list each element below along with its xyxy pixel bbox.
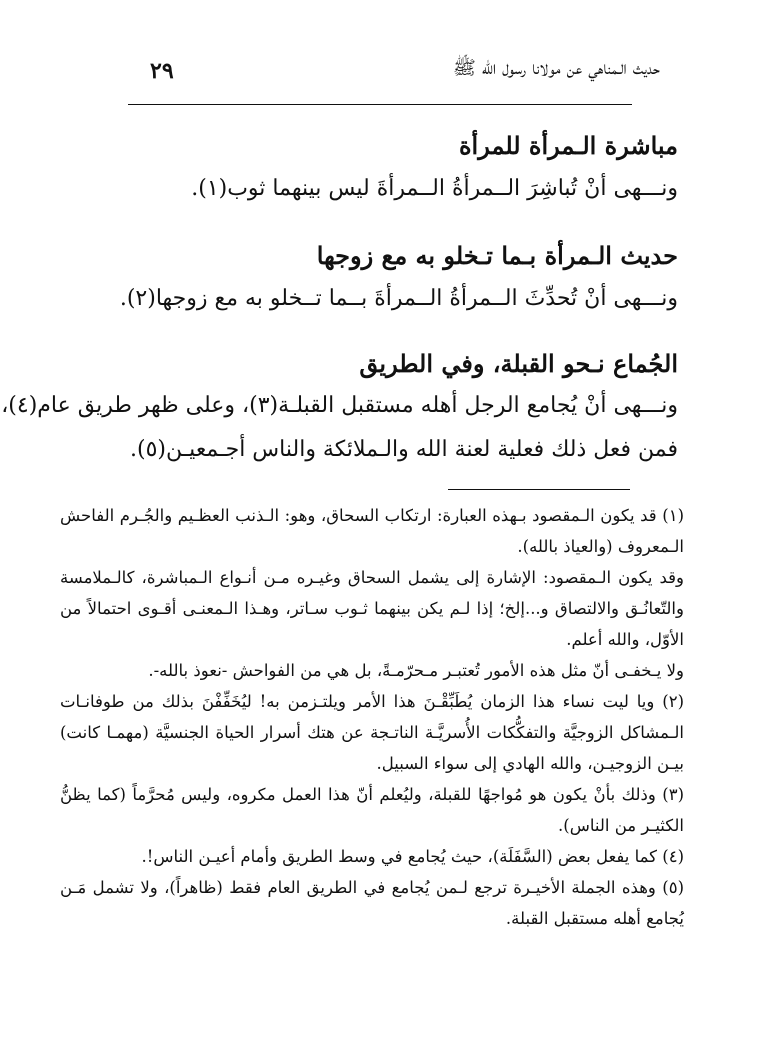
- footnote-2: (٢) ويا ليت نساء هذا الزمان يُطَبِّقْـنَ هذا الأمر ويلتـزمن به! ليُخَفِّفْنَ بذلك من طوفانـات الـمشاكل الزوجيَّة والتفكُّكات الأُسريَّـة الناتـجة عن هتك أسرار الحياة الجنسيَّة (مهمـا كانت) بيـن الزوجيـن، والله الهادي إلى سواء السبيل.: [60, 692, 684, 773]
- footnotes: [60, 500, 684, 934]
- footnote-4: (٤) كما يفعل بعض (السَّفَلَة)، حيث يُجامع في وسط الطريق وأمام أعيـن الناس!.: [141, 847, 684, 866]
- header-divider: [128, 104, 632, 105]
- page-number: ٢٩: [150, 58, 174, 84]
- section-text: فمن فعل ذلك فعلية لعنة الله والـملائكة والناس أجـمعيـن(٥).: [130, 437, 678, 462]
- running-title: حديث الـمناهي عن مولانا رسول الله ﷺ: [452, 57, 660, 79]
- footnote-1-continued: ولا يـخفـى أنّ مثل هذه الأمور تُعتبـر مـحرّمـةً، بل هي من الفواحش -نعوذ بالله-.: [148, 661, 684, 680]
- page-header: [100, 52, 660, 92]
- section-heading: الجُماع نـحو القبلة، وفي الطريق: [359, 349, 678, 378]
- footnote-1-continued: وقد يكون الـمقصود: الإشارة إلى يشمل السحاق وغيـره مـن أنـواع الـمباشرة، كالـملامسة والتّعانُـق والالتصاق و...إلخ؛ إذا لـم يكن بينهما ثـوب سـاتر، وهـذا الـمعنـى أقـوى احتمالاً من الأوّل، والله أعلم.: [60, 568, 684, 649]
- main-body: [1, 122, 678, 472]
- section-text: ونـــهى أنْ تُباشِرَ الــمرأةُ الــمرأةَ ليس بينهما ثوب(١).: [191, 176, 678, 201]
- footnote-3: (٣) وذلك بأنْ يكون هو مُواجهًا للقبلة، وليُعلم أنّ هذا العمل مكروه، وليس مُحرَّماً (كما يظنُّ الكثيـر من الناس).: [60, 785, 684, 835]
- section-heading: مباشرة الـمرأة للمرأة: [458, 131, 678, 160]
- section-text: ونـــهى أنْ يُجامع الرجل أهله مستقبل القبلـة(٣)، وعلى ظهر طريق عام(٤)،: [1, 393, 678, 418]
- footnote-5: (٥) وهذه الجملة الأخيـرة ترجع لـمن يُجامع في الطريق العام فقط (ظاهراً)، ولا تشمل مَـن يُجامع أهله مستقبل القبلة.: [60, 878, 684, 928]
- footnote-1: (١) قد يكون الـمقصود بـهذه العبارة: ارتكاب السحاق، وهو: الـذنب العظـيم والجُـرم الفاحش الـمعروف (والعياذ بالله).: [60, 506, 684, 556]
- section-text: ونـــهى أنْ تُحدِّثَ الــمرأةُ الــمرأةَ بــما تــخلو به مع زوجها(٢).: [119, 286, 678, 311]
- section-heading: حديث الـمرأة بـما تـخلو به مع زوجها: [316, 241, 678, 270]
- footnote-divider: [448, 489, 630, 490]
